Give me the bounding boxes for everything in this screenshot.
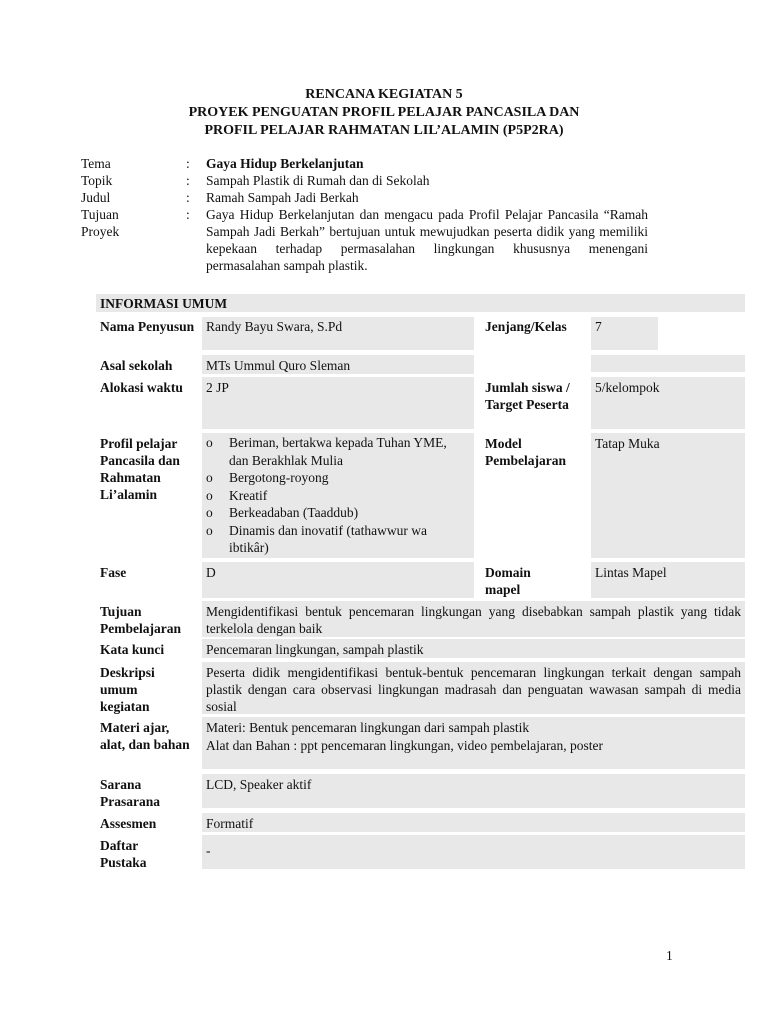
topik-colon: : [186, 173, 190, 188]
fase-label: Fase [100, 565, 127, 580]
alokasi-waktu-value: 2 JP [206, 380, 229, 395]
doc-title-line-2: PROYEK PENGUATAN PROFIL PELAJAR PANCASILA DAN [188, 105, 580, 120]
materi-ajar-line-1: Materi: Bentuk pencemaran lingkungan dari sampah plastik [206, 720, 530, 735]
fase-cell [202, 562, 474, 598]
fase-value: D [206, 565, 216, 580]
jumlah-siswa-value: 5/kelompok [595, 380, 660, 395]
alokasi-waktu-cell [202, 377, 474, 429]
topik-value: Sampah Plastik di Rumah dan di Sekolah [206, 173, 430, 188]
asal-sekolah-value: MTs Ummul Quro Sleman [206, 358, 351, 373]
section-title: INFORMASI UMUM [100, 296, 228, 311]
model-pembelajaran-value: Tatap Muka [595, 436, 660, 451]
alokasi-waktu-label: Alokasi waktu [100, 380, 183, 395]
nama-penyusun-label: Nama Penyusun [100, 319, 195, 334]
materi-ajar-label: Materi ajar, alat, dan bahan [100, 720, 190, 752]
asesmen-value: Formatif [206, 816, 254, 831]
tema-label: Tema [81, 156, 111, 171]
jumlah-siswa-label: Jumlah siswa / Target Peserta [485, 380, 570, 412]
tujuan-proyek-label-2: Proyek [81, 224, 120, 239]
tujuan-proyek-colon: : [186, 207, 190, 222]
profil-item: o Dinamis dan inovatif (tathawwur wa ibtikâr) [206, 522, 468, 557]
judul-colon: : [186, 190, 190, 205]
tujuan-proyek-label-1: Tujuan [81, 207, 119, 222]
tujuan-pembelajaran-value: Mengidentifikasi bentuk pencemaran lingkungan yang disebabkan sampah plastik yang tidak terkelola dengan baik [206, 604, 741, 636]
blank-cell [591, 355, 745, 372]
profil-item: o Berkeadaban (Taaddub) [206, 504, 468, 522]
deskripsi-kegiatan-label: Deskripsi umum kegiatan [100, 665, 155, 714]
deskripsi-kegiatan-value: Peserta didik mengidentifikasi bentuk-bentuk pencemaran lingkungan terkait dengan sampah plastik dengan cara observasi lingkungan madrasah dan penguatan wawasan sampah di media sosial [206, 665, 741, 714]
daftar-pustaka-value: - [206, 843, 211, 858]
sarana-prasarana-value: LCD, Speaker aktif [206, 777, 312, 792]
domain-mapel-label: Domain mapel [485, 565, 531, 597]
asal-sekolah-label: Asal sekolah [100, 358, 173, 373]
kata-kunci-label: Kata kunci [100, 642, 165, 657]
asesmen-label: Assesmen [100, 816, 157, 831]
profil-item: o Beriman, bertakwa kepada Tuhan YME, dan Berakhlak Mulia [206, 434, 468, 469]
daftar-pustaka-cell [202, 835, 745, 869]
jenjang-kelas-value: 7 [595, 319, 602, 334]
nama-penyusun-value: Randy Bayu Swara, S.Pd [206, 319, 343, 334]
doc-title-line-1: RENCANA KEGIATAN 5 [305, 87, 463, 102]
profil-pelajar-label: Profil pelajar Pancasila dan Rahmatan Li’alamin [100, 436, 180, 502]
asesmen-cell [202, 813, 745, 832]
daftar-pustaka-label: Daftar Pustaka [100, 838, 147, 870]
judul-value: Ramah Sampah Jadi Berkah [206, 190, 359, 205]
tujuan-pembelajaran-label: Tujuan Pembelajaran [100, 604, 181, 636]
profil-item: o Kreatif [206, 487, 468, 505]
page-number: 1 [666, 948, 673, 963]
judul-label: Judul [81, 190, 111, 205]
kata-kunci-value: Pencemaran lingkungan, sampah plastik [206, 642, 424, 657]
model-pembelajaran-label: Model Pembelajaran [485, 436, 566, 468]
tema-colon: : [186, 156, 190, 171]
doc-title-line-3: PROFIL PELAJAR RAHMATAN LIL’ALAMIN (P5P2RA) [204, 123, 564, 138]
profil-item: o Bergotong-royong [206, 469, 468, 487]
profil-pelajar-list [206, 434, 468, 557]
topik-label: Topik [81, 173, 113, 188]
tema-value: Gaya Hidup Berkelanjutan [206, 156, 364, 171]
sarana-prasarana-label: Sarana Prasarana [100, 777, 160, 809]
materi-ajar-line-2: Alat dan Bahan : ppt pencemaran lingkungan, video pembelajaran, poster [206, 738, 603, 753]
domain-mapel-value: Lintas Mapel [595, 565, 667, 580]
jenjang-kelas-label: Jenjang/Kelas [485, 319, 567, 334]
tujuan-proyek-value: Gaya Hidup Berkelanjutan dan mengacu pada Profil Pelajar Pancasila “Ramah Sampah Jadi Berkah” bertujuan untuk mewujudkan peserta didik yang memiliki kepekaan terhadap permasalahan lingkungan khususnya menengani permasalahan sampah plastik. [206, 207, 648, 273]
